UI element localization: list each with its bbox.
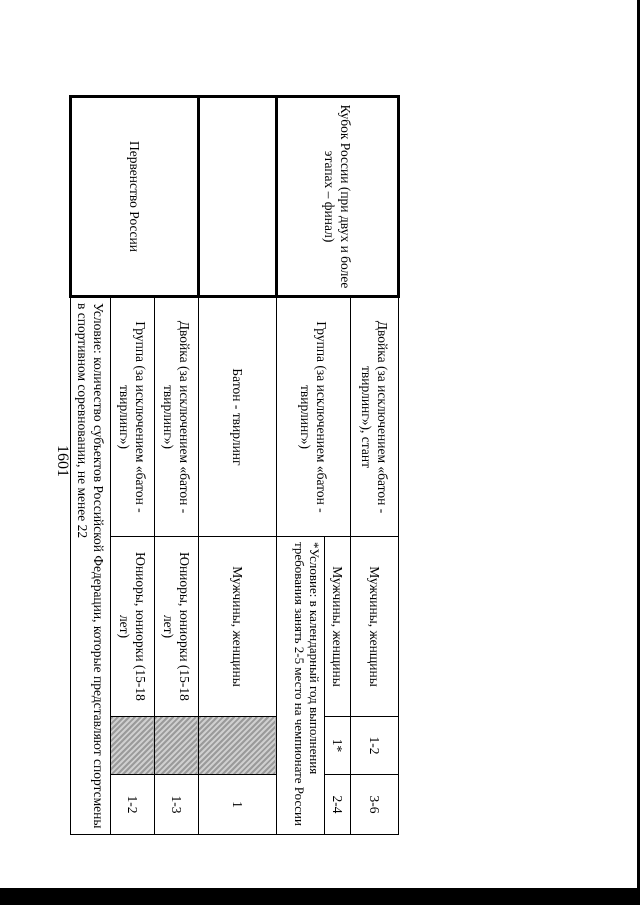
competition-cell: Кубок России (при двух и более этапах – финал) <box>277 97 399 297</box>
place-cell: 1-2 <box>111 775 155 835</box>
competition-cell: Первенство России <box>71 97 199 297</box>
place-cell: 2-4 <box>325 775 351 835</box>
table-landscape <box>70 95 400 833</box>
qualification-table <box>69 95 400 835</box>
discipline-cell: Батон - твирлинг <box>199 297 277 537</box>
place-cell: 1 <box>199 775 277 835</box>
table-row <box>351 97 399 835</box>
place-cell: 3-6 <box>351 775 399 835</box>
group-cell: Юниоры, юниорки (15-18 лет) <box>155 537 199 717</box>
table-row <box>155 97 199 835</box>
empty-cell <box>199 97 277 297</box>
place-cell: 1-3 <box>155 775 199 835</box>
shaded-cell <box>199 717 277 775</box>
discipline-cell: Группа (за исключением «батон - твирлинг») <box>111 297 155 537</box>
page-number: 1601 <box>54 445 71 477</box>
note-cell: *Условие: в календарный год выполнения требования занять 2-5 место на чемпионате России <box>277 537 325 835</box>
group-cell: Мужчины, женщины <box>325 537 351 717</box>
group-cell: Мужчины, женщины <box>199 537 277 717</box>
scan-bottom-bar <box>0 888 640 905</box>
group-cell: Мужчины, женщины <box>351 537 399 717</box>
shaded-cell <box>111 717 155 775</box>
place-cell: 1* <box>325 717 351 775</box>
footer-condition-cell: Условие: количество субъектов Российской Федерации, которые представляют спортсмены в спортивном соревновании, не менее 22 <box>71 297 111 835</box>
discipline-cell: Двойка (за исключением «батон - твирлинг») <box>155 297 199 537</box>
discipline-cell: Группа (за исключением «батон - твирлинг») <box>277 297 351 537</box>
table-row <box>199 97 277 835</box>
discipline-cell: Двойка (за исключением «батон - твирлинг»), стант <box>351 297 399 537</box>
shaded-cell <box>155 717 199 775</box>
place-cell: 1-2 <box>351 717 399 775</box>
table-rotator <box>70 95 400 833</box>
group-cell: Юниоры, юниорки (15-18 лет) <box>111 537 155 717</box>
